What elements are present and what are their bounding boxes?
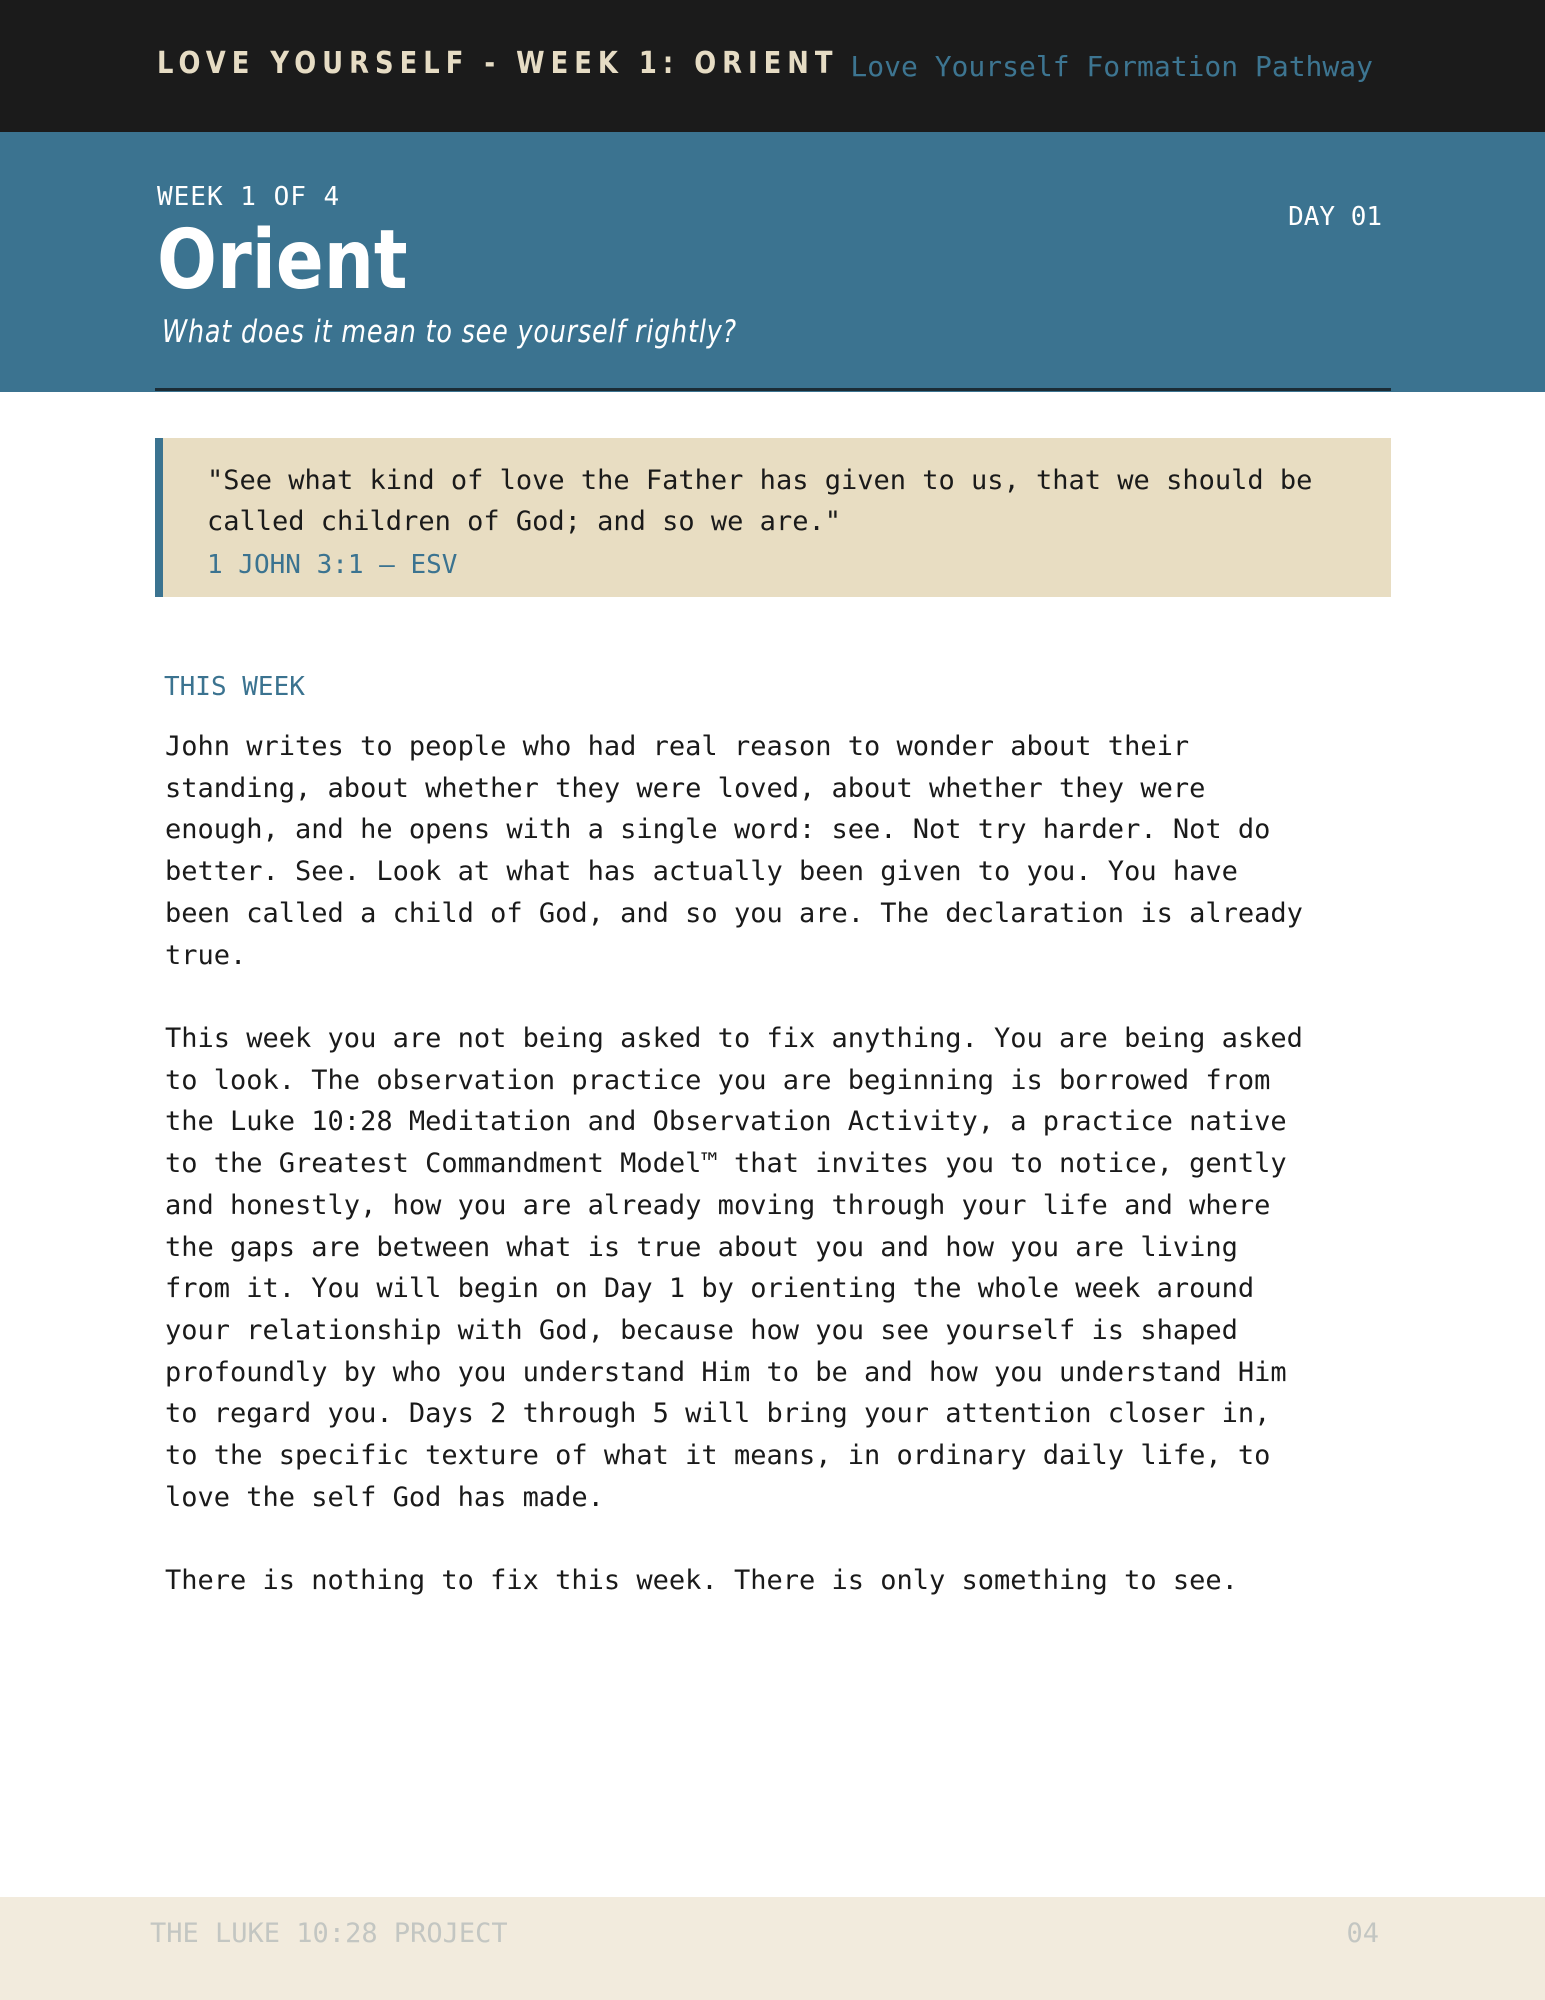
project-name: THE LUKE 10:28 PROJECT (150, 1918, 508, 1949)
body-paragraph: There is nothing to fix this week. There is only something to see. (165, 1565, 1238, 1596)
page-footer (0, 1897, 1545, 2000)
week-header (0, 132, 1545, 392)
page-title: Orient (157, 213, 408, 308)
page-subtitle: What does it mean to see yourself rightly? (162, 314, 737, 350)
section-heading: THIS WEEK (164, 672, 305, 702)
body-paragraph: This week you are not being asked to fix anything. You are being asked to look. The observation practice you are beginning is borrowed from the Luke 10:28 Meditation and Observation Activity, a practice native to the Greatest Commandment Model™ that invites you to notice, gently and honestly, how you are already moving through your life and where the gaps are between what is true about you and how you are living from it. You will begin on Day 1 by orienting the whole week around your relationship with God, because how you see yourself is shaped profoundly by who you understand Him to be and how you understand Him to regard you. Days 2 through 5 will bring your attention closer in, to the specific texture of what it means, in ordinary daily life, to love the self God has made. (165, 1023, 1303, 1513)
page-number: 04 (1346, 1918, 1379, 1949)
header-divider (155, 388, 1391, 391)
top-bar (0, 0, 1545, 132)
day-label: DAY 01 (1288, 202, 1382, 232)
scripture-quote: "See what kind of love the Father has given to us, that we should be called children of God; and so we are." (207, 465, 1313, 537)
pathway-name: Love Yourself Formation Pathway (850, 50, 1373, 83)
week-label: WEEK 1 OF 4 (157, 182, 341, 212)
scripture-callout (155, 438, 1391, 597)
body-paragraph: John writes to people who had real reason to wonder about their standing, about whether they were loved, about whether they were enough, and he opens with a single word: see. Not try harder. Not do better. See. Look at what has actually been given to you. You have been called a child of God, and so you are. The declaration is already true. (165, 731, 1303, 971)
scripture-reference: 1 JOHN 3:1 — ESV (207, 550, 458, 580)
series-title: LOVE YOURSELF - WEEK 1: ORIENT (157, 46, 839, 81)
